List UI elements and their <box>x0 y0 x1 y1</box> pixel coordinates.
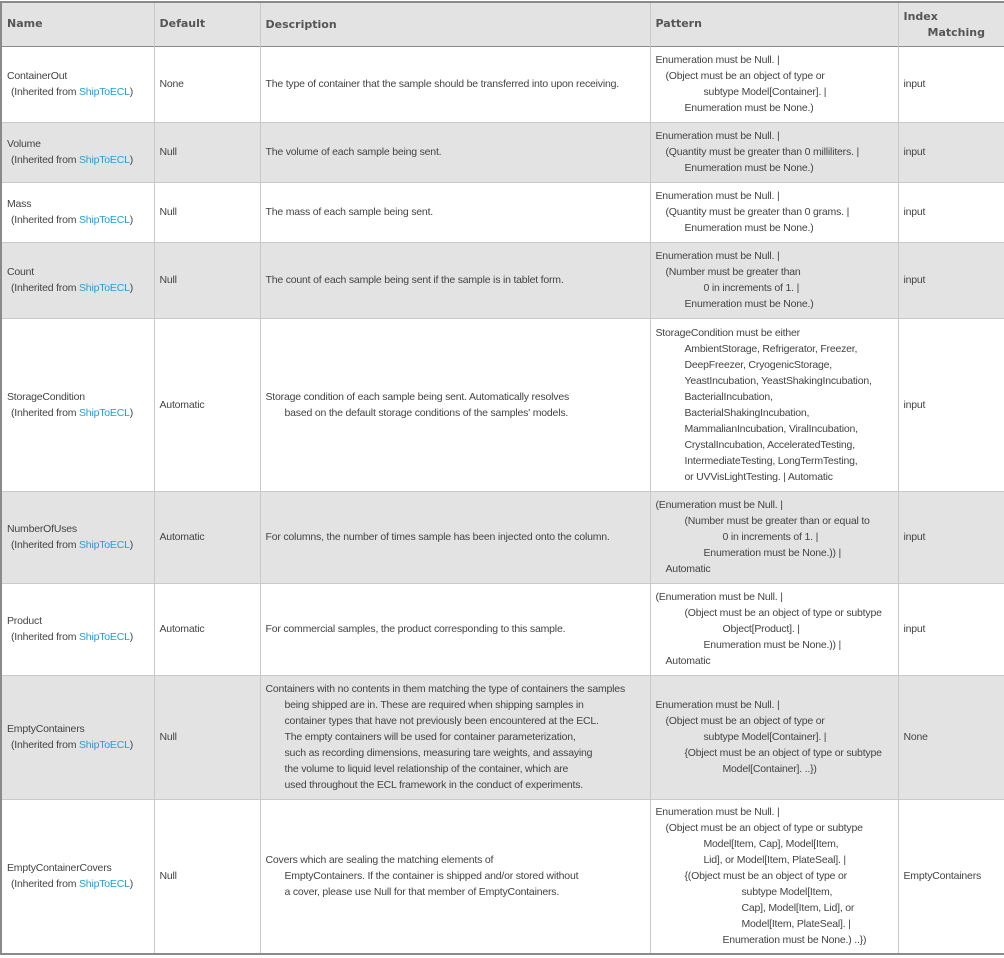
header-description: Description <box>260 2 650 46</box>
pattern-line: subtype Model[Container]. | <box>703 731 827 743</box>
inherited-prefix: (Inherited from <box>11 154 79 166</box>
option-name-cell <box>1 583 154 675</box>
pattern-cell <box>650 182 898 242</box>
inherited-note <box>7 629 149 645</box>
option-name: NumberOfUses <box>7 523 77 535</box>
header-index-matching-line2: Matching <box>927 26 985 39</box>
index-matching-value: None <box>898 675 1004 799</box>
pattern-line: (Object must be an object of type or <box>665 715 825 727</box>
table-row <box>1 122 1004 182</box>
pattern-line: Enumeration must be None.) <box>684 162 814 174</box>
inherited-suffix: ) <box>129 739 134 751</box>
index-matching-value: input <box>898 318 1004 491</box>
pattern-cell <box>650 799 898 954</box>
inherited-note <box>7 152 149 168</box>
inherited-prefix: (Inherited from <box>11 86 79 98</box>
inherited-suffix: ) <box>129 539 134 551</box>
pattern-line: (Object must be an object of type or <box>665 70 825 82</box>
options-table <box>0 1 1004 955</box>
default-value: Null <box>154 242 260 318</box>
header-index-matching <box>898 2 1004 46</box>
index-matching-value: input <box>898 122 1004 182</box>
description-line: EmptyContainers. If the container is shipped and/or stored without <box>284 870 579 883</box>
description-cell <box>260 318 650 491</box>
inherited-suffix: ) <box>129 86 134 98</box>
inherited-suffix: ) <box>129 631 134 643</box>
default-value: Null <box>154 799 260 954</box>
inherited-prefix: (Inherited from <box>11 539 79 551</box>
pattern-line: Enumeration must be None.) ..}) <box>722 934 867 947</box>
description-line: a cover, please use Null for that member of EmptyContainers. <box>284 886 560 899</box>
option-name-cell <box>1 242 154 318</box>
table-row <box>1 318 1004 491</box>
table-row <box>1 675 1004 799</box>
pattern-line: Model[Container]. ..}) <box>722 763 817 775</box>
description-cell <box>260 491 650 583</box>
inherited-prefix: (Inherited from <box>11 631 79 643</box>
pattern-line: (Enumeration must be Null. | <box>655 499 783 511</box>
pattern-line: AmbientStorage, Refrigerator, Freezer, <box>684 342 858 355</box>
inherited-note <box>7 84 149 100</box>
pattern-line: CrystalIncubation, AcceleratedTesting, <box>684 438 855 451</box>
header-index-matching-line1: Index <box>903 10 938 23</box>
table-row <box>1 242 1004 318</box>
pattern-cell <box>650 583 898 675</box>
pattern-cell <box>650 318 898 491</box>
pattern-line: Enumeration must be Null. | <box>655 190 780 202</box>
option-name-cell <box>1 182 154 242</box>
description-line: The empty containers will be used for container parameterization, <box>284 731 576 743</box>
shiptoecl-link[interactable]: ShipToECL <box>79 878 130 891</box>
pattern-line: Enumeration must be None.)) | <box>703 547 842 559</box>
description-line: based on the default storage conditions of the samples' models. <box>284 406 569 419</box>
description-line: The count of each sample being sent if the sample is in tablet form. <box>265 274 564 286</box>
description-line: container types that have not previously been encountered at the ECL. <box>284 715 599 727</box>
description-line: used throughout the ECL framework in the conduct of experiments. <box>284 779 583 791</box>
pattern-line: BacterialShakingIncubation, <box>684 406 810 419</box>
pattern-line: Enumeration must be Null. | <box>655 130 780 142</box>
pattern-line: IntermediateTesting, LongTermTesting, <box>684 454 858 467</box>
pattern-cell <box>650 242 898 318</box>
pattern-line: Enumeration must be Null. | <box>655 699 780 711</box>
default-value: Automatic <box>154 318 260 491</box>
pattern-line: Enumeration must be None.) <box>684 222 814 234</box>
inherited-note <box>7 737 149 753</box>
shiptoecl-link[interactable]: ShipToECL <box>79 739 130 751</box>
option-name-cell <box>1 491 154 583</box>
option-name-cell <box>1 675 154 799</box>
pattern-line: 0 in increments of 1. | <box>703 282 800 294</box>
pattern-line: Cap], Model[Item, Lid], or <box>741 902 855 915</box>
default-value: Null <box>154 675 260 799</box>
option-name: EmptyContainerCovers <box>7 862 112 875</box>
inherited-prefix: (Inherited from <box>11 739 79 751</box>
index-matching-value: input <box>898 46 1004 122</box>
option-name-cell <box>1 318 154 491</box>
pattern-line: {Object must be an object of type or subtype <box>684 747 882 759</box>
default-value: Automatic <box>154 583 260 675</box>
pattern-line: Enumeration must be None.)) | <box>703 639 842 651</box>
pattern-line: (Quantity must be greater than 0 grams. | <box>665 206 850 218</box>
pattern-line: Enumeration must be None.) <box>684 298 814 310</box>
default-value: None <box>154 46 260 122</box>
option-name-cell <box>1 122 154 182</box>
shiptoecl-link[interactable]: ShipToECL <box>79 86 130 98</box>
pattern-line: YeastIncubation, YeastShakingIncubation, <box>684 374 872 387</box>
description-line: the volume to liquid level relationship of the container, which are <box>284 763 569 775</box>
description-line: Storage condition of each sample being sent. Automatically resolves <box>265 390 570 403</box>
pattern-line: (Object must be an object of type or subtype <box>684 607 882 619</box>
description-cell <box>260 583 650 675</box>
inherited-note <box>7 405 149 421</box>
pattern-line: (Enumeration must be Null. | <box>655 591 783 603</box>
description-line: such as recording dimensions, measuring tare weights, and assaying <box>284 747 593 759</box>
table-row <box>1 491 1004 583</box>
pattern-cell <box>650 122 898 182</box>
pattern-line: or UVVisLightTesting. | Automatic <box>684 470 833 483</box>
pattern-cell <box>650 491 898 583</box>
table-row <box>1 583 1004 675</box>
description-cell <box>260 242 650 318</box>
description-cell <box>260 46 650 122</box>
pattern-line: Enumeration must be Null. | <box>655 250 780 262</box>
inherited-prefix: (Inherited from <box>11 214 79 226</box>
header-pattern: Pattern <box>650 2 898 46</box>
inherited-note <box>7 537 149 553</box>
pattern-line: MammalianIncubation, ViralIncubation, <box>684 422 858 435</box>
table-header-row <box>1 2 1004 46</box>
pattern-line: subtype Model[Item, <box>741 886 833 899</box>
inherited-suffix: ) <box>129 878 134 891</box>
pattern-line: Automatic <box>665 563 711 575</box>
pattern-line: Lid], or Model[Item, PlateSeal]. | <box>703 854 846 867</box>
index-matching-value: input <box>898 182 1004 242</box>
description-cell <box>260 122 650 182</box>
description-line: The mass of each sample being sent. <box>265 206 434 218</box>
inherited-prefix: (Inherited from <box>11 282 79 294</box>
option-name: Volume <box>7 138 41 150</box>
index-matching-value: input <box>898 583 1004 675</box>
description-cell <box>260 675 650 799</box>
inherited-suffix: ) <box>129 406 134 419</box>
pattern-line: 0 in increments of 1. | <box>722 531 819 543</box>
shiptoecl-link[interactable]: ShipToECL <box>79 631 130 643</box>
table-row <box>1 799 1004 954</box>
description-line: being shipped are in. These are required when shipping samples in <box>284 699 584 711</box>
pattern-cell <box>650 46 898 122</box>
pattern-line: Model[Item, PlateSeal]. | <box>741 918 851 931</box>
description-line: Containers with no contents in them matching the type of containers the samples <box>265 683 625 695</box>
pattern-line: Model[Item, Cap], Model[Item, <box>703 838 839 851</box>
header-name: Name <box>1 2 154 46</box>
option-name: Mass <box>7 198 32 210</box>
pattern-line: Enumeration must be Null. | <box>655 54 780 66</box>
pattern-line: Enumeration must be Null. | <box>655 806 780 819</box>
pattern-line: subtype Model[Container]. | <box>703 86 827 98</box>
shiptoecl-link[interactable]: ShipToECL <box>79 154 130 166</box>
pattern-line: DeepFreezer, CryogenicStorage, <box>684 358 832 371</box>
pattern-line: (Object must be an object of type or subtype <box>665 822 863 835</box>
index-matching-value: EmptyContainers <box>898 799 1004 954</box>
default-value: Automatic <box>154 491 260 583</box>
inherited-note <box>7 212 149 228</box>
inherited-suffix: ) <box>129 214 134 226</box>
description-line: The type of container that the sample should be transferred into upon receiving. <box>265 78 619 90</box>
option-name-cell <box>1 799 154 954</box>
description-line: Covers which are sealing the matching elements of <box>265 854 494 867</box>
default-value: Null <box>154 182 260 242</box>
header-default: Default <box>154 2 260 46</box>
inherited-prefix: (Inherited from <box>11 406 79 419</box>
description-line: For columns, the number of times sample has been injected onto the column. <box>265 531 610 543</box>
shiptoecl-link[interactable]: ShipToECL <box>79 406 130 419</box>
option-name: Count <box>7 266 35 278</box>
inherited-suffix: ) <box>129 282 134 294</box>
pattern-line: Automatic <box>665 655 711 667</box>
pattern-cell <box>650 675 898 799</box>
inherited-suffix: ) <box>129 154 134 166</box>
index-matching-value: input <box>898 491 1004 583</box>
pattern-line: Object[Product]. | <box>722 623 800 635</box>
pattern-line: (Number must be greater than <box>665 266 801 278</box>
description-cell <box>260 799 650 954</box>
table-row <box>1 182 1004 242</box>
shiptoecl-link[interactable]: ShipToECL <box>79 214 130 226</box>
option-name: Product <box>7 615 42 627</box>
pattern-line: (Number must be greater than or equal to <box>684 515 870 527</box>
description-cell <box>260 182 650 242</box>
shiptoecl-link[interactable]: ShipToECL <box>79 282 130 294</box>
table-row <box>1 46 1004 122</box>
inherited-note <box>7 876 149 892</box>
option-name: ContainerOut <box>7 70 68 82</box>
option-name-cell <box>1 46 154 122</box>
pattern-line: StorageCondition must be either <box>655 326 800 339</box>
pattern-line: (Quantity must be greater than 0 milliliters. | <box>665 146 859 158</box>
pattern-line: Enumeration must be None.) <box>684 102 814 114</box>
option-name: EmptyContainers <box>7 723 85 735</box>
shiptoecl-link[interactable]: ShipToECL <box>79 539 130 551</box>
pattern-line: {(Object must be an object of type or <box>684 870 847 883</box>
inherited-note <box>7 280 149 296</box>
index-matching-value: input <box>898 242 1004 318</box>
inherited-prefix: (Inherited from <box>11 878 79 891</box>
pattern-line: BacterialIncubation, <box>684 390 773 403</box>
description-line: For commercial samples, the product corresponding to this sample. <box>265 623 566 635</box>
description-line: The volume of each sample being sent. <box>265 146 442 158</box>
option-name: StorageCondition <box>7 390 85 403</box>
default-value: Null <box>154 122 260 182</box>
